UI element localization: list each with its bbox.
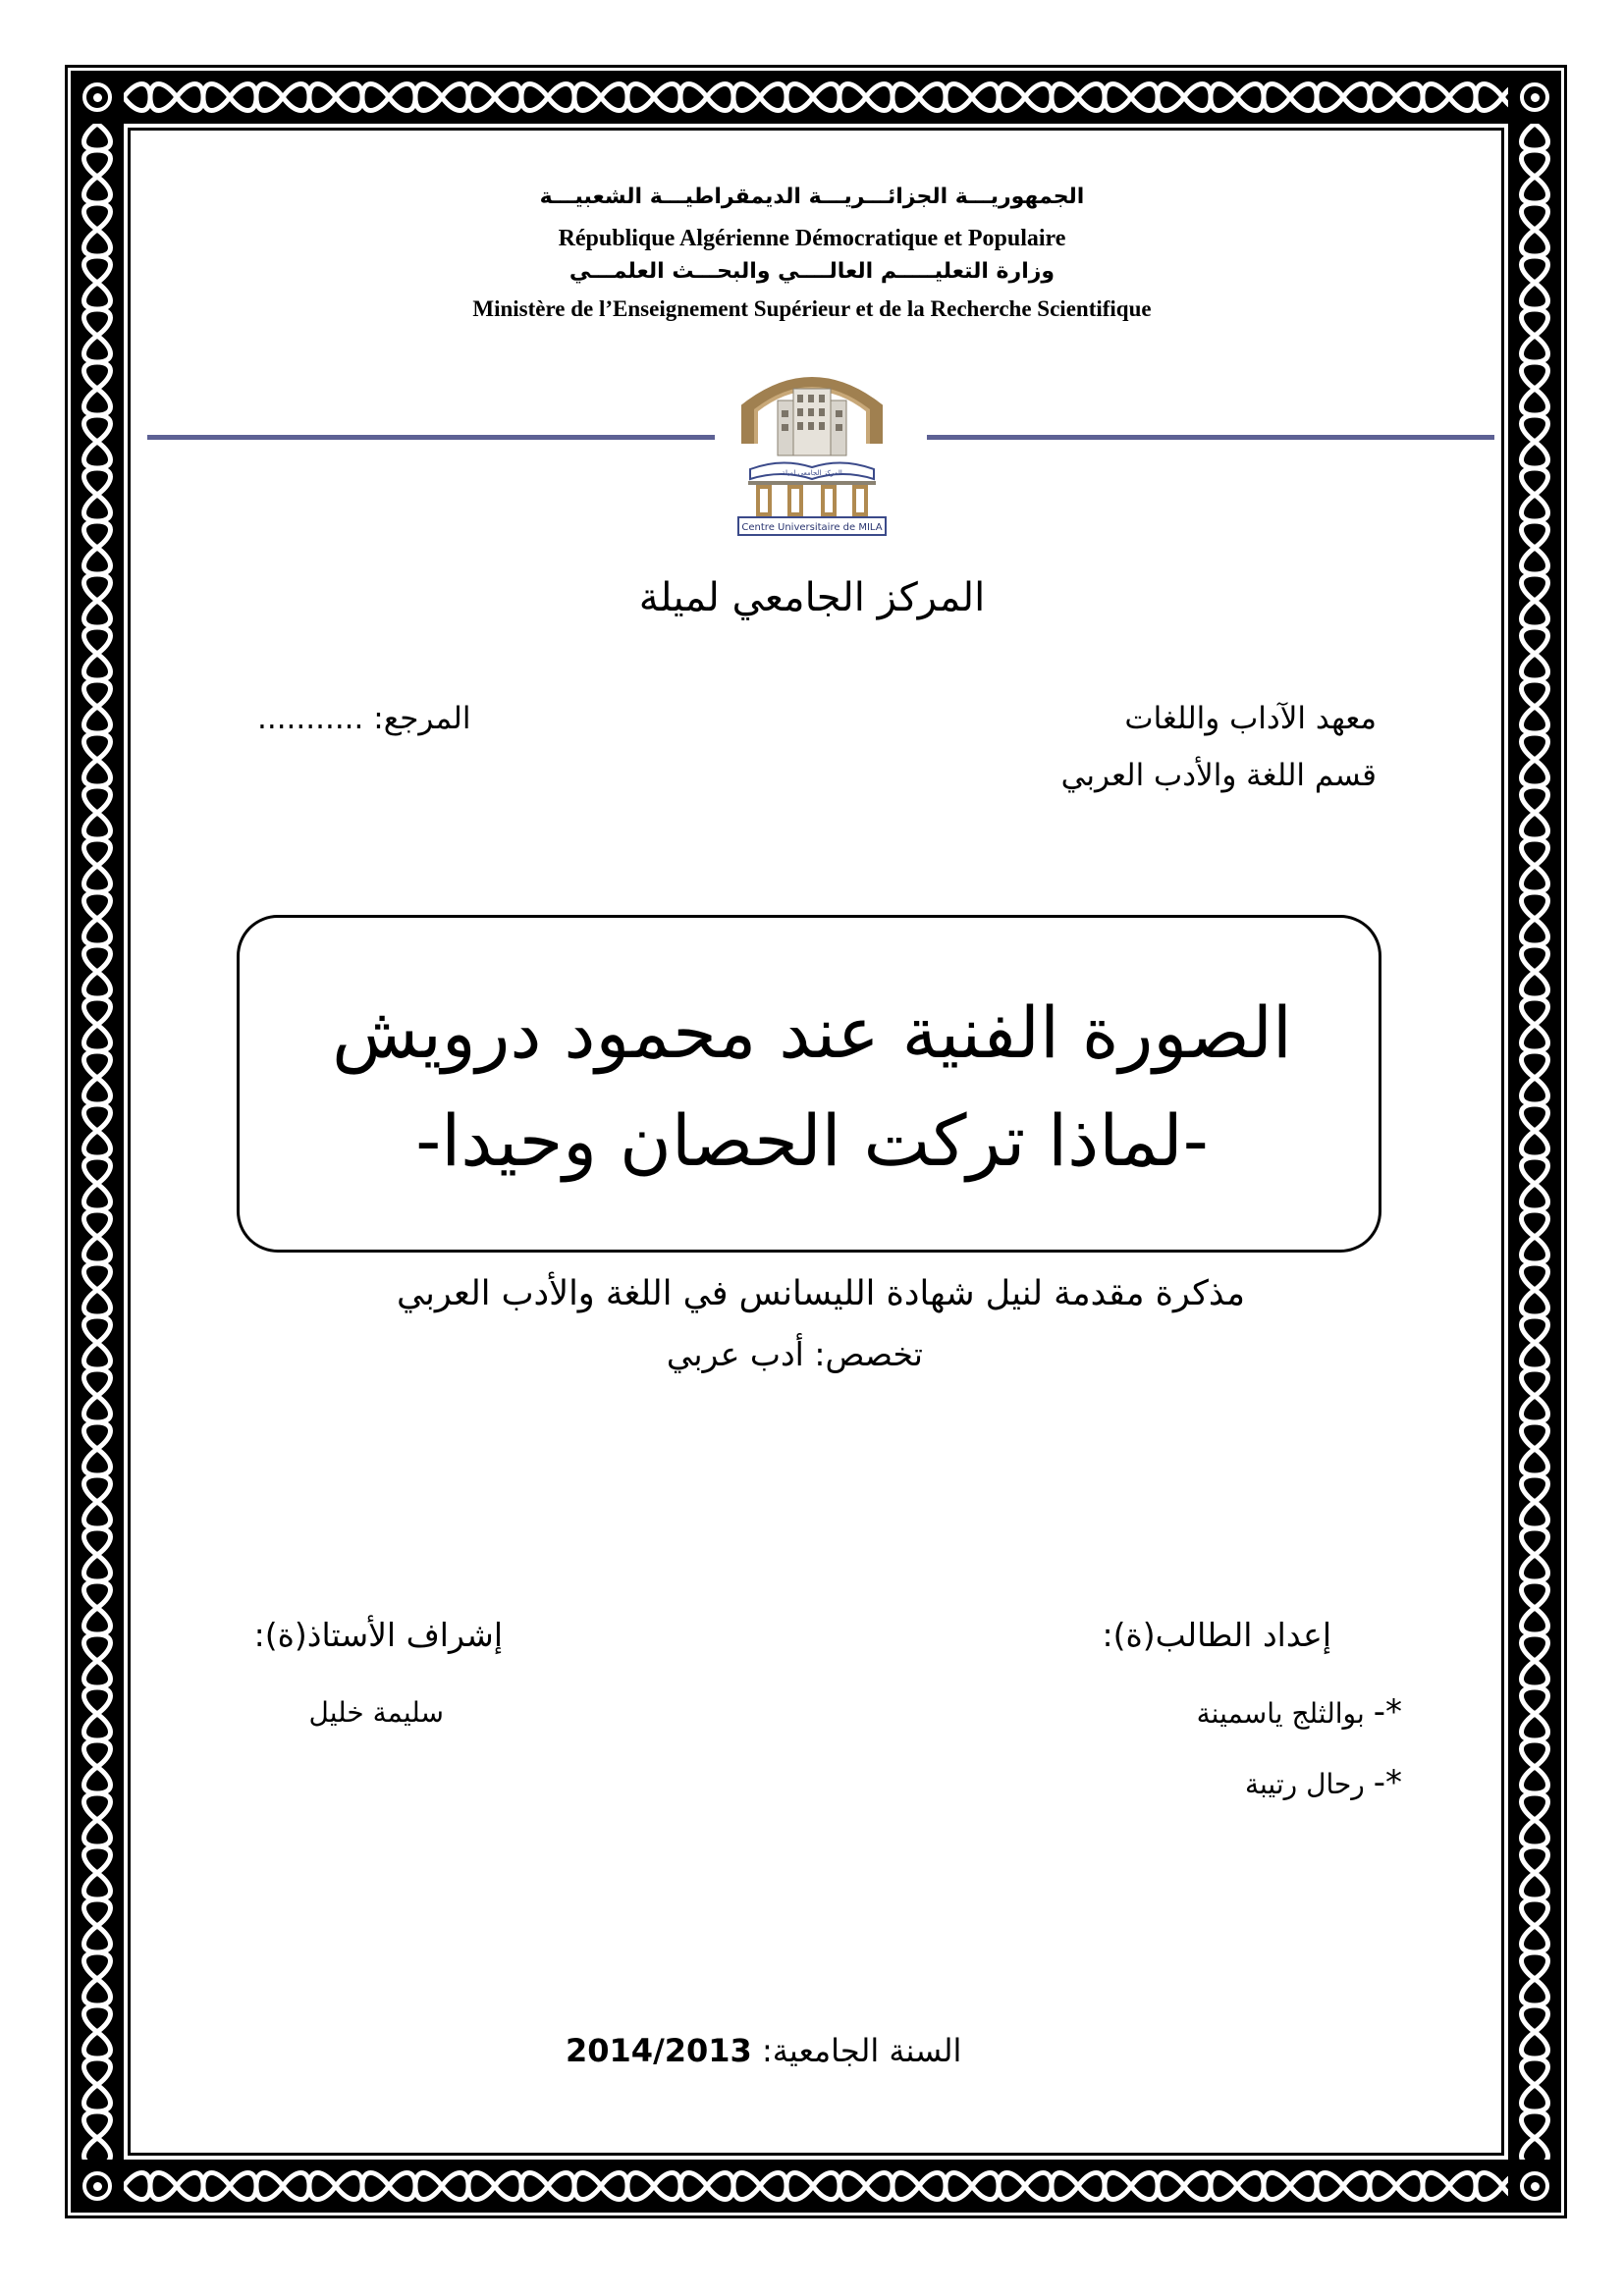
university-center-name: المركز الجامعي لميلة xyxy=(638,575,986,620)
corner-ornament-bottom-left xyxy=(71,2160,124,2213)
bullet: *- xyxy=(1373,1763,1402,1802)
students-heading: إعداد الطالب(ة): xyxy=(1102,1616,1331,1654)
logo-banner-text: المركز الجامعي لميلة xyxy=(782,469,842,477)
student-name: رحال رتيبة xyxy=(1244,1768,1365,1800)
republic-french: République Algérienne Démocratique et Populaire xyxy=(558,226,1066,251)
top-chain-border xyxy=(71,71,1561,124)
academic-year-label: السنة الجامعية: xyxy=(761,2032,962,2069)
left-horizontal-rule xyxy=(147,435,715,440)
logo-caption: Centre Universitaire de MILA xyxy=(741,522,883,533)
right-horizontal-rule xyxy=(927,435,1494,440)
student-item xyxy=(1245,1763,1402,1802)
thesis-title-box xyxy=(237,915,1381,1253)
department-name: قسم اللغة والأدب العربي xyxy=(1060,758,1377,793)
corner-ornament-top-left xyxy=(71,71,124,124)
ministry-french: Ministère de l’Enseignement Supérieur et de la Recherche Scientifique xyxy=(472,296,1152,321)
ministry-arabic: وزارة التعليـــــم العالــــي والبحـــث العلمـــي xyxy=(568,259,1056,284)
thesis-title-line2: -لماذا تركت الحصان وحيدا- xyxy=(415,1099,1209,1182)
bottom-chain-border xyxy=(71,2160,1561,2213)
specialty: تخصص: أدب عربي xyxy=(666,1335,923,1373)
reference-number: المرجع: ........... xyxy=(257,701,471,736)
corner-ornament-bottom-right xyxy=(1508,2160,1561,2213)
supervisor-name: سليمة خليل xyxy=(308,1696,444,1729)
supervisor-heading: إشراف الأستاذ(ة): xyxy=(253,1616,503,1654)
institute-name: معهد الآداب واللغات xyxy=(1124,701,1377,736)
thesis-purpose: مذكرة مقدمة لنيل شهادة الليسانس في اللغة والأدب العربي xyxy=(396,1274,1245,1313)
corner-ornament-top-right xyxy=(1508,71,1561,124)
student-name: بوالثلج ياسمينة xyxy=(1196,1697,1365,1730)
republic-arabic: الجمهوريـــة الجزائـــريـــة الديمقراطيـــة الشعبيـــة xyxy=(539,185,1085,209)
bullet: *- xyxy=(1373,1692,1402,1732)
academic-year-value: 2014/2013 xyxy=(566,2032,752,2069)
student-item xyxy=(1197,1692,1402,1732)
thesis-title-line1: الصورة الفنية عند محمود درويش xyxy=(332,991,1292,1074)
academic-year xyxy=(566,2032,961,2069)
university-logo xyxy=(734,365,890,540)
